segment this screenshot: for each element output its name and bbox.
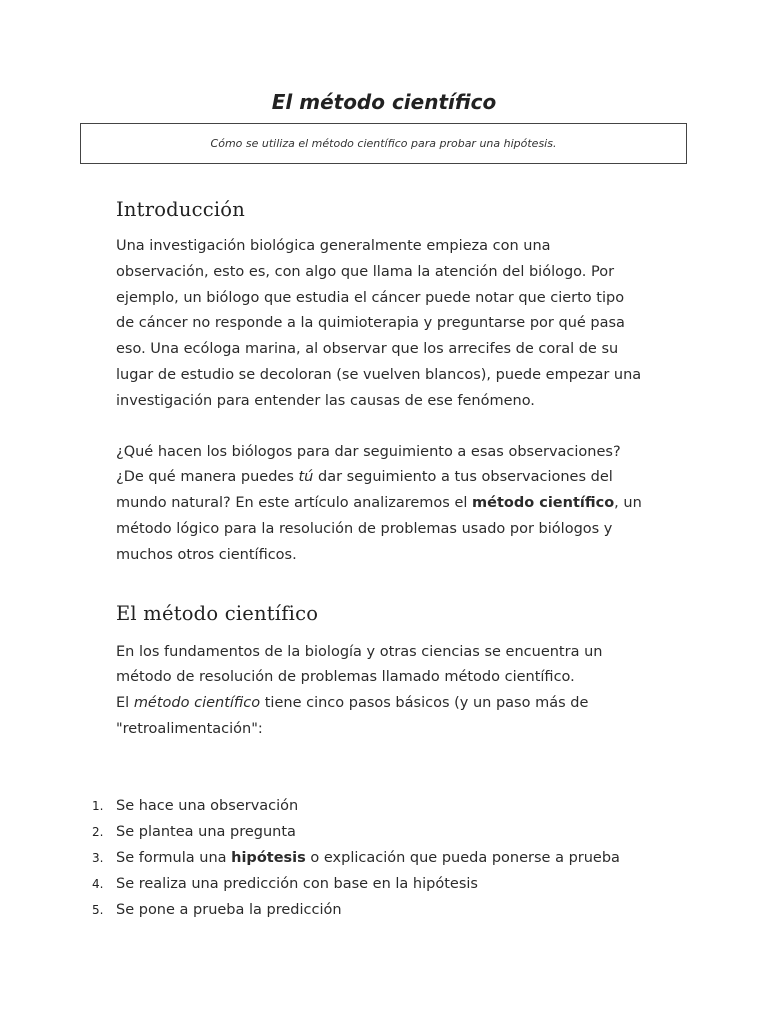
list-item-number: 1. [92, 799, 104, 813]
list-item [0, 793, 620, 819]
method-paragraph-1 [116, 640, 646, 743]
list-item-number: 5. [92, 903, 104, 917]
section-heading-metodo: El método científico [116, 601, 319, 625]
list-item [0, 871, 620, 897]
section-heading-introduccion: Introducción [116, 198, 245, 221]
list-item-text: Se realiza una predicción con base en la hipótesis [116, 876, 478, 892]
summary-box [80, 123, 687, 164]
list-item-text: Se formula una [116, 850, 232, 866]
article-body [116, 196, 646, 743]
list-item-bold-term: hipótesis [231, 850, 306, 866]
steps-list [0, 793, 620, 923]
intro-p2-text-c: dar seguimiento a tus observaciones del mundo natural? En este artículo analizaremos el [116, 469, 613, 512]
method-p2-emphasis: método científico [133, 695, 261, 712]
method-p2-text-a: El [116, 695, 134, 712]
intro-paragraph-2 [116, 440, 646, 569]
intro-p2-emphasis-tu: tú [298, 469, 314, 486]
intro-p2-text-a: ¿Qué hacen los biólogos para dar seguimiento a esas observaciones? ¿De qué manera puedes [116, 443, 621, 486]
list-item-text: Se plantea una pregunta [116, 824, 296, 840]
list-item [0, 845, 620, 871]
summary-text: Cómo se utiliza el método científico para probar una hipótesis. [210, 137, 557, 150]
list-item [0, 819, 620, 845]
list-item-number: 3. [92, 851, 104, 865]
intro-paragraph-1: Una investigación biológica generalmente empieza con una observación, esto es, con algo que llama la atención del biólogo. Por ejemplo, un biólogo que estudia el cáncer puede notar que cierto tipo de cáncer no responde a la quimioterapia y preguntarse por qué pasa eso. Una ecóloga marina, al observar que los arrecifes de coral de su lugar de estudio se decoloran (se vuelven blancos), puede empezar una investigación para entender las causas de ese fenómeno. [116, 238, 642, 409]
method-p2-text-c: tiene cinco pasos básicos (y un paso más de "retroalimentación": [116, 695, 589, 737]
intro-p2-text-e: , un método lógico para la resolución de problemas usado por biólogos y muchos otros científicos. [116, 495, 642, 563]
intro-p2-bold-term: método científico [472, 495, 615, 512]
list-item-number: 4. [92, 877, 104, 891]
list-item-text: Se pone a prueba la predicción [116, 902, 342, 918]
list-item [0, 897, 620, 923]
list-item-text: Se hace una observación [116, 798, 299, 814]
list-item-number: 2. [92, 825, 104, 839]
list-item-text-rest: o explicación que pueda ponerse a prueba [305, 850, 620, 866]
page-title: El método científico [271, 90, 497, 114]
method-p1-text: En los fundamentos de la biología y otras ciencias se encuentra un método de resolución de problemas llamado método científico. [116, 643, 603, 686]
